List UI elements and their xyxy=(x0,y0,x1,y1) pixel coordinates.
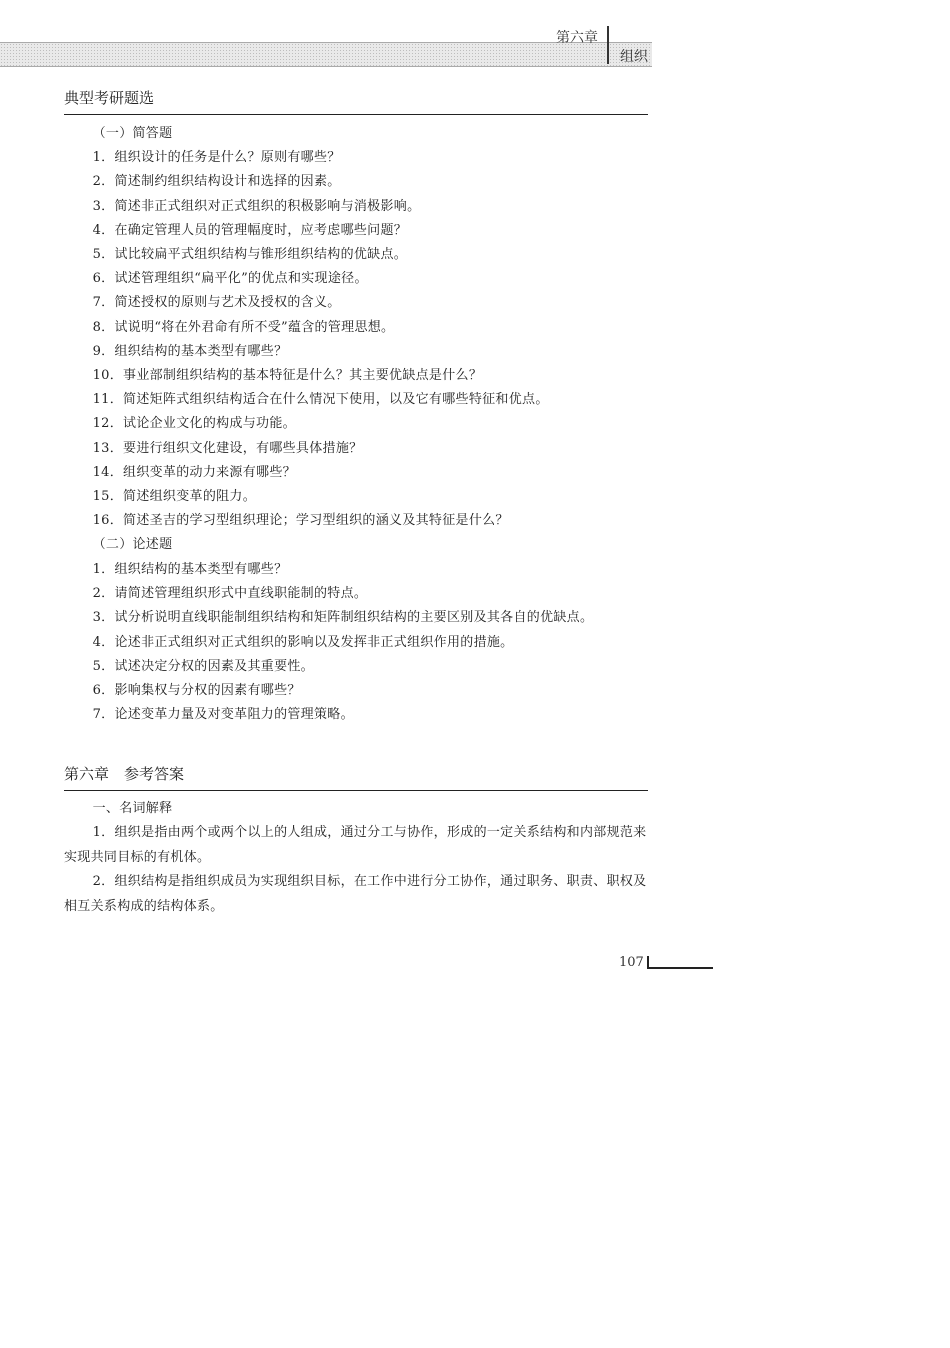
short-answer-heading: （一）简答题 xyxy=(92,126,173,141)
short-answer-item: 6．试述管理组织“扁平化”的优点和实现途径。 xyxy=(92,271,368,287)
short-answer-item: 12．试论企业文化的构成与功能。 xyxy=(92,416,296,432)
reference-answers-body xyxy=(64,797,648,919)
folio-underline xyxy=(647,967,713,969)
short-answer-item: 3．简述非正式组织对正式组织的积极影响与消极影响。 xyxy=(92,198,421,214)
essay-item: 2．请简述管理组织形式中直线职能制的特点。 xyxy=(92,585,368,601)
answers-heading: 一、名词解释 xyxy=(92,801,173,816)
short-answer-item: 11．简述矩阵式组织结构适合在什么情况下使用，以及它有哪些特征和优点。 xyxy=(92,392,549,408)
essay-item: 5．试述决定分权的因素及其重要性。 xyxy=(92,658,314,674)
header-band xyxy=(0,42,652,67)
short-answer-item: 2．简述制约组织结构设计和选择的因素。 xyxy=(92,174,341,190)
answer-item: 1．组织是指由两个或两个以上的人组成，通过分工与协作，形成的一定关系结构和内部规范来实现共同目标的有机体。 xyxy=(64,825,647,865)
short-answer-item: 15．简述组织变革的阻力。 xyxy=(92,489,257,505)
exam-questions-body xyxy=(64,122,648,727)
short-answer-item: 8．试说明“将在外君命有所不受”蕴含的管理思想。 xyxy=(92,319,395,335)
page-number: 107 xyxy=(619,955,644,970)
short-answer-item: 13．要进行组织文化建设，有哪些具体措施？ xyxy=(92,440,363,456)
short-answer-item: 9．组织结构的基本类型有哪些？ xyxy=(92,343,288,359)
essay-item: 6．影响集权与分权的因素有哪些？ xyxy=(92,682,301,698)
header-divider xyxy=(607,26,609,64)
essay-heading: （二）论述题 xyxy=(92,537,173,553)
essay-item: 7．论述变革力量及对变革阻力的管理策略。 xyxy=(92,707,354,723)
short-answer-item: 10．事业部制组织结构的基本特征是什么？其主要优缺点是什么？ xyxy=(92,368,483,384)
section-title-exam-questions: 典型考研题选 xyxy=(64,87,648,115)
short-answer-item: 16．简述圣吉的学习型组织理论；学习型组织的涵义及其特征是什么？ xyxy=(92,513,509,529)
running-header-chapter: 第六章 xyxy=(556,30,598,46)
essay-item: 4．论述非正式组织对正式组织的影响以及发挥非正式组织作用的措施。 xyxy=(92,634,514,650)
short-answer-item: 1．组织设计的任务是什么？原则有哪些？ xyxy=(92,150,341,166)
short-answer-item: 14．组织变革的动力来源有哪些？ xyxy=(92,464,296,480)
running-header-topic: 组织 xyxy=(620,49,648,65)
essay-item: 3．试分析说明直线职能制组织结构和矩阵制组织结构的主要区别及其各自的优缺点。 xyxy=(92,610,594,626)
short-answer-item: 5．试比较扁平式组织结构与锥形组织结构的优缺点。 xyxy=(92,247,408,263)
essay-item: 1．组织结构的基本类型有哪些？ xyxy=(92,561,288,577)
short-answer-item: 4．在确定管理人员的管理幅度时，应考虑哪些问题？ xyxy=(92,222,408,238)
answer-item: 2．组织结构是指组织成员为实现组织目标，在工作中进行分工协作，通过职务、职责、职权及相互关系构成的结构体系。 xyxy=(64,874,647,914)
section-title-reference-answers: 第六章 参考答案 xyxy=(64,763,648,791)
short-answer-item: 7．简述授权的原则与艺术及授权的含义。 xyxy=(92,295,341,311)
